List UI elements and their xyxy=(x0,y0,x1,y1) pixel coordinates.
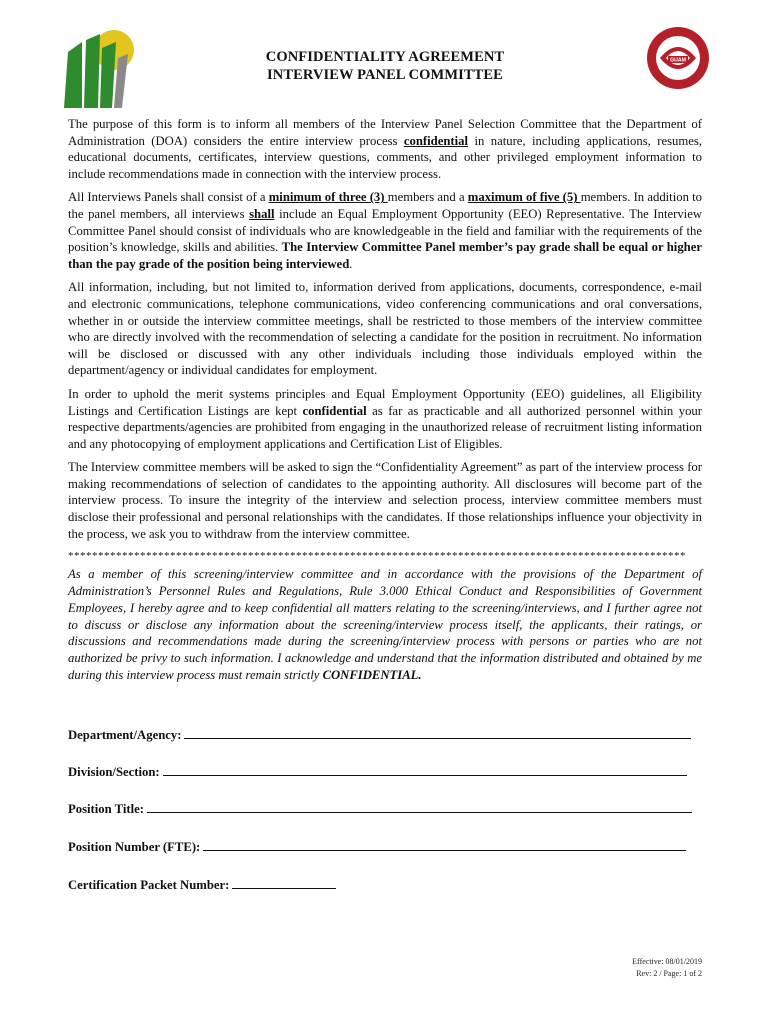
doa-logo xyxy=(62,24,138,108)
field-label: Certification Packet Number: xyxy=(68,878,230,892)
effective-date: Effective: 08/01/2019 xyxy=(632,957,702,966)
field-label: Division/Section: xyxy=(68,765,160,779)
paragraph-text-segment: confidential xyxy=(302,403,367,418)
paragraph-panel-composition xyxy=(68,189,702,272)
field-label: Department/Agency: xyxy=(68,728,182,742)
paragraph-text-segment: minimum of three (3) xyxy=(268,190,388,205)
paragraph-text-segment: The purpose of this form is to inform all members of the Interview Panel Selection Committee that the Department of Administration (DOA) considers the entire interview process xyxy=(68,117,702,148)
paragraph-purpose xyxy=(68,116,702,182)
position-title-input[interactable] xyxy=(147,801,692,813)
paragraph-text-segment: All information, including, but not limited to, information derived from applications, documents, correspondence, e-mail and electronic communications, telephone communications, video conferencing communications and oral conversations, whether in or outside the interview committee meetings, shall be restricted to those members of the interview committee who are directly involved with the recommendation of selecting a candidate for the position in recruitment. No information will be disclosed or discussed with any other individuals including those individuals employed within the department/agency or individual candidates for employment. xyxy=(68,280,702,378)
paragraph-text-segment: members and a xyxy=(387,190,468,205)
field-position-number xyxy=(68,839,686,855)
division-section-input[interactable] xyxy=(163,764,687,776)
paragraph-text-segment: All Interviews Panels shall consist of a xyxy=(68,190,269,205)
document-body xyxy=(68,116,702,684)
position-number-input[interactable] xyxy=(203,839,686,851)
field-label: Position Title: xyxy=(68,802,145,816)
paragraph-text-segment: in nature, including applications, resumes, educational documents, certificates, interview questions, comments, and other privileged employment information to include recommendations made in connection with the interview process. xyxy=(68,133,702,181)
title-line-2: INTERVIEW PANEL COMMITTEE xyxy=(267,67,503,83)
certification-packet-input[interactable] xyxy=(232,877,336,889)
revision-page: Rev: 2 / Page: 1 of 2 xyxy=(636,969,702,978)
paragraph-text-segment: . xyxy=(349,256,353,271)
paragraph-text-segment: include an Equal Employment Opportunity (EEO) Representative. The Interview Committee Panel should consist of individuals who are knowledgeable in the field and familiar with the requirements of the position’s knowledge, skills and abilities. xyxy=(68,206,703,255)
statement-emphasis: CONFIDENTIAL. xyxy=(322,668,422,683)
paragraph-text-segment: maximum of five (5) xyxy=(467,190,581,205)
statement-text: As a member of this screening/interview committee and in accordance with the provisions of the Department of Administration’s Personnel Rules and Regulations, Rule 3.000 Ethical Conduct and Responsibilities of Government Employees, I hereby agree and to keep confidential all matters relating to the screening/interviews, and I further agree not to discuss or disclose any information about the screening/interview process itself, the applicants, their ratings, or discussions and recommendations made during the screening/interview process with persons or parties who are not authorized be privy to such information. I acknowledge and understand that the information distributed and obtained by me during this interview process must remain strictly xyxy=(68,567,702,683)
paragraph-merit-principles xyxy=(68,386,702,452)
seal-text: GUAM xyxy=(670,57,686,64)
paragraph-text-segment: In order to uphold the merit systems principles and Equal Employment Opportunity (EEO) guidelines, all Eligibility Listings and Certification Listings are kept xyxy=(68,386,702,418)
page-title xyxy=(170,48,600,84)
field-certification-packet xyxy=(68,877,336,893)
paragraph-sign-agreement xyxy=(68,459,702,542)
paragraph-text-segment: The Interview Committee Panel member’s pay grade shall be equal or higher than the pay grade of the position being interviewed xyxy=(68,240,702,271)
field-division-section xyxy=(68,764,687,780)
divider: ******************************************************************************************************* xyxy=(68,550,686,563)
paragraph-text-segment: The Interview committee members will be asked to sign the “Confidentiality Agreement” as part of the interview process for making recommendations of selection of candidates to the appointing authority. All disclosures will become part of the interview process. To insure the integrity of the interview and selection process, interview committee members must disclose their professional and personal relationships with the candidates. If those relationships influence your objectivity in the process, we ask you to withdraw from the interview committee. xyxy=(68,460,702,541)
agreement-statement xyxy=(68,566,702,684)
paragraph-text-segment: members. In addition to the panel members, all interviews xyxy=(68,190,702,221)
paragraph-information-restriction xyxy=(68,279,702,379)
field-label: Position Number (FTE): xyxy=(68,840,201,854)
field-department-agency xyxy=(68,727,691,743)
paragraph-text-segment: shall xyxy=(249,206,275,221)
title-line-1: CONFIDENTIALITY AGREEMENT xyxy=(265,49,505,65)
paragraph-text-segment: as far as practicable and all authorized personnel within your respective departments/agencies are prohibited from engaging in the unauthorized release of recruitment listing information and any photocopying of employment applications and Certification List of Eligibles. xyxy=(68,403,702,451)
field-position-title xyxy=(68,801,692,817)
guam-seal xyxy=(646,26,710,90)
page-footer xyxy=(600,956,702,980)
paragraph-text-segment: confidential xyxy=(403,133,469,148)
department-agency-input[interactable] xyxy=(184,727,691,739)
